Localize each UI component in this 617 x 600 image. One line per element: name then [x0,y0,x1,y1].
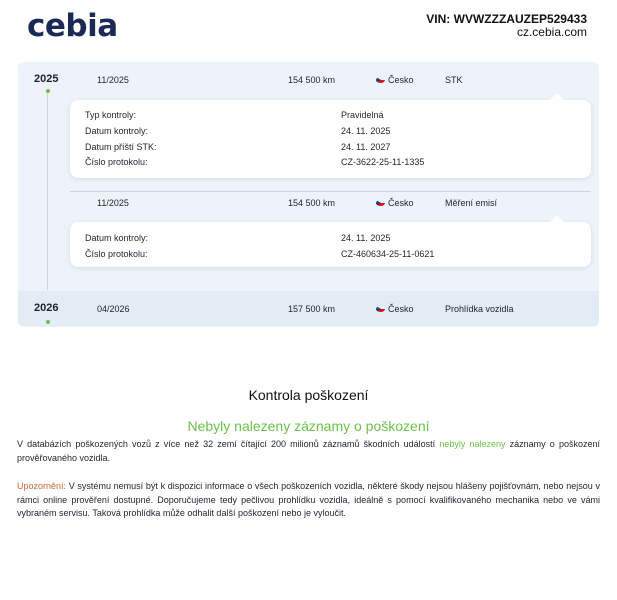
row-country: Česko [388,198,414,208]
row-mileage: 154 500 km [288,198,336,208]
detail-label: Datum kontroly: [85,126,149,136]
row-date: 11/2025 [97,75,129,85]
timeline-axis [47,90,48,290]
row-date: 11/2025 [97,198,129,208]
row-type: STK [445,75,463,85]
year-label-2025: 2025 [34,73,59,85]
detail-value: CZ-3622-25-11-1335 [341,157,425,167]
detail-label: Datum kontroly: [85,233,149,243]
detail-value: 24. 11. 2025 [341,233,391,243]
detail-label: Číslo protokolu: [85,249,148,259]
warning-paragraph [17,480,600,521]
summary-text: V databázích poškozených vozů z více než 32 zemí čítající 200 milionů záznamů škodních událostí [17,439,440,449]
detail-value: CZ-460634-25-11-0621 [341,249,435,259]
year-label-2026: 2026 [34,302,59,314]
site-url: cz.cebia.com [516,25,587,39]
detail-label: Datum příští STK: [85,142,157,152]
row-mileage: 154 500 km [288,75,336,85]
detail-value: Pravidelná [341,110,384,120]
row-type: Měření emisí [445,198,498,208]
czech-flag-icon [376,200,385,206]
warning-label: Upozornění: [17,481,67,491]
detail-value: 24. 11. 2025 [341,126,391,136]
emission-detail-card [70,222,591,267]
page-header [0,0,617,50]
vin-label: VIN: WVWZZZAUZEP529433 [426,12,587,26]
timeline-dot [46,320,50,324]
warning-text: V systému nemusí být k dispozici informace o všech poškozeních vozidla, některé škody nejsou hlášeny pojišťovnám, nebo nejsou v rámci online prověření dostupné. Doporučujeme tedy pečlivou prohlídku vozidla, ideálně s pomocí kvalifikovaného mechanika nebo ve vámi vybraném servisu. Taková prohlídka může odhalit další poškození nebo je vyloučit. [17,481,600,518]
cebia-logo: cebia [27,8,118,44]
row-divider [70,191,591,192]
czech-flag-icon [376,77,385,83]
detail-value: 24. 11. 2027 [341,142,391,152]
czech-flag-icon [376,306,385,312]
damage-summary-paragraph [17,438,600,465]
damage-section-title: Kontrola poškození [248,387,369,403]
summary-text-end: záznamy o poškození prověřovaného vozidla. [17,439,600,463]
row-country: Česko [388,304,414,314]
row-country: Česko [388,75,414,85]
not-found-highlight: nebyly nalezeny [439,439,506,449]
timeline-dot [46,89,50,93]
row-mileage: 157 500 km [288,304,336,314]
row-type: Prohlídka vozidla [445,304,514,314]
stk-detail-card [70,100,591,178]
damage-result-subtitle: Nebyly nalezeny záznamy o poškození [187,418,430,434]
detail-label: Typ kontroly: [85,110,137,120]
detail-label: Číslo protokolu: [85,157,148,167]
row-date: 04/2026 [97,304,130,314]
